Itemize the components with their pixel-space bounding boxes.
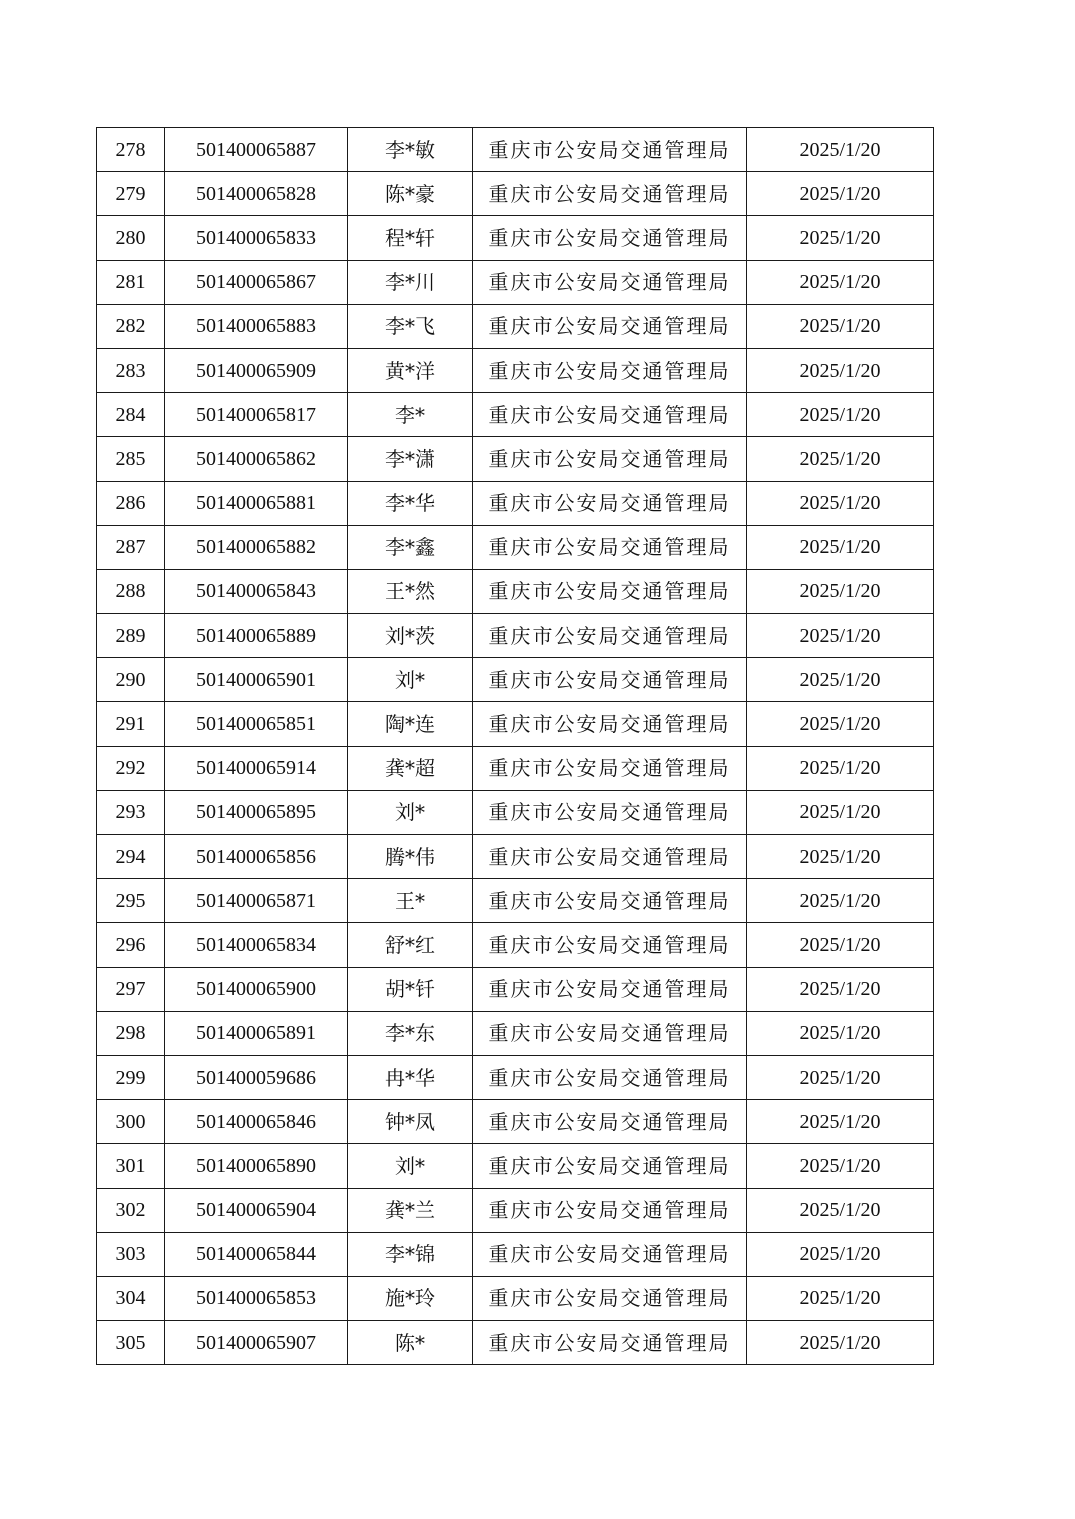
issue-date-cell: 2025/1/20 <box>747 260 934 304</box>
table-row <box>97 835 934 879</box>
row-number-cell: 279 <box>97 172 165 216</box>
row-number-cell: 289 <box>97 614 165 658</box>
issuing-authority-cell: 重庆市公安局交通管理局 <box>473 348 747 392</box>
certificate-number-cell: 501400065887 <box>165 128 348 172</box>
issuing-authority-cell: 重庆市公安局交通管理局 <box>473 967 747 1011</box>
table-row <box>97 1011 934 1055</box>
row-number-cell: 286 <box>97 481 165 525</box>
issue-date-cell: 2025/1/20 <box>747 1188 934 1232</box>
issuing-authority-cell: 重庆市公安局交通管理局 <box>473 525 747 569</box>
issue-date-cell: 2025/1/20 <box>747 128 934 172</box>
certificate-number-cell: 501400065834 <box>165 923 348 967</box>
person-name-cell: 龚*兰 <box>348 1188 473 1232</box>
issue-date-cell: 2025/1/20 <box>747 172 934 216</box>
certificate-number-cell: 501400065833 <box>165 216 348 260</box>
certificate-number-cell: 501400065862 <box>165 437 348 481</box>
person-name-cell: 冉*华 <box>348 1055 473 1099</box>
issue-date-cell: 2025/1/20 <box>747 393 934 437</box>
issue-date-cell: 2025/1/20 <box>747 835 934 879</box>
person-name-cell: 李*鑫 <box>348 525 473 569</box>
issuing-authority-cell: 重庆市公安局交通管理局 <box>473 923 747 967</box>
certificate-number-cell: 501400065895 <box>165 790 348 834</box>
row-number-cell: 283 <box>97 348 165 392</box>
issue-date-cell: 2025/1/20 <box>747 1144 934 1188</box>
issue-date-cell: 2025/1/20 <box>747 746 934 790</box>
table-row <box>97 260 934 304</box>
person-name-cell: 龚*超 <box>348 746 473 790</box>
table-row <box>97 437 934 481</box>
records-table <box>96 127 934 1365</box>
table-row <box>97 790 934 834</box>
certificate-number-cell: 501400065890 <box>165 1144 348 1188</box>
issue-date-cell: 2025/1/20 <box>747 1100 934 1144</box>
row-number-cell: 304 <box>97 1276 165 1320</box>
issue-date-cell: 2025/1/20 <box>747 304 934 348</box>
row-number-cell: 303 <box>97 1232 165 1276</box>
issue-date-cell: 2025/1/20 <box>747 1276 934 1320</box>
issuing-authority-cell: 重庆市公安局交通管理局 <box>473 1321 747 1365</box>
person-name-cell: 李*敏 <box>348 128 473 172</box>
certificate-number-cell: 501400065900 <box>165 967 348 1011</box>
records-table-body <box>97 128 934 1365</box>
table-row <box>97 1188 934 1232</box>
row-number-cell: 278 <box>97 128 165 172</box>
certificate-number-cell: 501400065828 <box>165 172 348 216</box>
issue-date-cell: 2025/1/20 <box>747 1055 934 1099</box>
issuing-authority-cell: 重庆市公安局交通管理局 <box>473 1276 747 1320</box>
row-number-cell: 295 <box>97 879 165 923</box>
issue-date-cell: 2025/1/20 <box>747 1011 934 1055</box>
certificate-number-cell: 501400065882 <box>165 525 348 569</box>
certificate-number-cell: 501400065904 <box>165 1188 348 1232</box>
certificate-number-cell: 501400065844 <box>165 1232 348 1276</box>
row-number-cell: 280 <box>97 216 165 260</box>
certificate-number-cell: 501400065846 <box>165 1100 348 1144</box>
row-number-cell: 292 <box>97 746 165 790</box>
issue-date-cell: 2025/1/20 <box>747 967 934 1011</box>
certificate-number-cell: 501400065883 <box>165 304 348 348</box>
row-number-cell: 297 <box>97 967 165 1011</box>
issue-date-cell: 2025/1/20 <box>747 923 934 967</box>
person-name-cell: 李*锦 <box>348 1232 473 1276</box>
row-number-cell: 305 <box>97 1321 165 1365</box>
issuing-authority-cell: 重庆市公安局交通管理局 <box>473 746 747 790</box>
issue-date-cell: 2025/1/20 <box>747 658 934 702</box>
issuing-authority-cell: 重庆市公安局交通管理局 <box>473 1232 747 1276</box>
table-row <box>97 128 934 172</box>
person-name-cell: 刘* <box>348 1144 473 1188</box>
certificate-number-cell: 501400065843 <box>165 569 348 613</box>
row-number-cell: 288 <box>97 569 165 613</box>
certificate-number-cell: 501400065867 <box>165 260 348 304</box>
person-name-cell: 舒*红 <box>348 923 473 967</box>
row-number-cell: 293 <box>97 790 165 834</box>
issuing-authority-cell: 重庆市公安局交通管理局 <box>473 1100 747 1144</box>
person-name-cell: 施*玲 <box>348 1276 473 1320</box>
issuing-authority-cell: 重庆市公安局交通管理局 <box>473 658 747 702</box>
certificate-number-cell: 501400065889 <box>165 614 348 658</box>
certificate-number-cell: 501400065851 <box>165 702 348 746</box>
person-name-cell: 李*川 <box>348 260 473 304</box>
certificate-number-cell: 501400065853 <box>165 1276 348 1320</box>
issue-date-cell: 2025/1/20 <box>747 216 934 260</box>
issuing-authority-cell: 重庆市公安局交通管理局 <box>473 1144 747 1188</box>
issuing-authority-cell: 重庆市公安局交通管理局 <box>473 702 747 746</box>
issue-date-cell: 2025/1/20 <box>747 525 934 569</box>
certificate-number-cell: 501400065901 <box>165 658 348 702</box>
row-number-cell: 281 <box>97 260 165 304</box>
table-row <box>97 393 934 437</box>
table-row <box>97 879 934 923</box>
table-row <box>97 1100 934 1144</box>
person-name-cell: 李* <box>348 393 473 437</box>
table-row <box>97 658 934 702</box>
row-number-cell: 299 <box>97 1055 165 1099</box>
row-number-cell: 291 <box>97 702 165 746</box>
issue-date-cell: 2025/1/20 <box>747 1321 934 1365</box>
certificate-number-cell: 501400065909 <box>165 348 348 392</box>
table-row <box>97 1055 934 1099</box>
table-row <box>97 348 934 392</box>
issuing-authority-cell: 重庆市公安局交通管理局 <box>473 304 747 348</box>
issuing-authority-cell: 重庆市公安局交通管理局 <box>473 393 747 437</box>
issuing-authority-cell: 重庆市公安局交通管理局 <box>473 437 747 481</box>
issuing-authority-cell: 重庆市公安局交通管理局 <box>473 1011 747 1055</box>
table-row <box>97 525 934 569</box>
table-row <box>97 746 934 790</box>
person-name-cell: 刘* <box>348 790 473 834</box>
issuing-authority-cell: 重庆市公安局交通管理局 <box>473 614 747 658</box>
issue-date-cell: 2025/1/20 <box>747 702 934 746</box>
person-name-cell: 程*轩 <box>348 216 473 260</box>
certificate-number-cell: 501400065891 <box>165 1011 348 1055</box>
person-name-cell: 刘* <box>348 658 473 702</box>
issuing-authority-cell: 重庆市公安局交通管理局 <box>473 481 747 525</box>
issuing-authority-cell: 重庆市公安局交通管理局 <box>473 216 747 260</box>
person-name-cell: 李*飞 <box>348 304 473 348</box>
row-number-cell: 301 <box>97 1144 165 1188</box>
person-name-cell: 李*东 <box>348 1011 473 1055</box>
person-name-cell: 刘*茨 <box>348 614 473 658</box>
person-name-cell: 陈*豪 <box>348 172 473 216</box>
row-number-cell: 284 <box>97 393 165 437</box>
issue-date-cell: 2025/1/20 <box>747 481 934 525</box>
row-number-cell: 294 <box>97 835 165 879</box>
table-row <box>97 216 934 260</box>
table-row <box>97 923 934 967</box>
issuing-authority-cell: 重庆市公安局交通管理局 <box>473 260 747 304</box>
table-row <box>97 1144 934 1188</box>
person-name-cell: 王*然 <box>348 569 473 613</box>
table-row <box>97 304 934 348</box>
table-row <box>97 1321 934 1365</box>
person-name-cell: 陶*连 <box>348 702 473 746</box>
row-number-cell: 296 <box>97 923 165 967</box>
certificate-number-cell: 501400065817 <box>165 393 348 437</box>
issuing-authority-cell: 重庆市公安局交通管理局 <box>473 172 747 216</box>
row-number-cell: 282 <box>97 304 165 348</box>
person-name-cell: 李*潇 <box>348 437 473 481</box>
table-row <box>97 614 934 658</box>
row-number-cell: 300 <box>97 1100 165 1144</box>
certificate-number-cell: 501400065907 <box>165 1321 348 1365</box>
row-number-cell: 287 <box>97 525 165 569</box>
certificate-number-cell: 501400065881 <box>165 481 348 525</box>
row-number-cell: 290 <box>97 658 165 702</box>
table-row <box>97 569 934 613</box>
certificate-number-cell: 501400065871 <box>165 879 348 923</box>
table-row <box>97 1276 934 1320</box>
person-name-cell: 陈* <box>348 1321 473 1365</box>
certificate-number-cell: 501400059686 <box>165 1055 348 1099</box>
table-row <box>97 481 934 525</box>
issue-date-cell: 2025/1/20 <box>747 879 934 923</box>
person-name-cell: 王* <box>348 879 473 923</box>
issue-date-cell: 2025/1/20 <box>747 437 934 481</box>
person-name-cell: 黄*洋 <box>348 348 473 392</box>
issue-date-cell: 2025/1/20 <box>747 569 934 613</box>
issuing-authority-cell: 重庆市公安局交通管理局 <box>473 569 747 613</box>
issue-date-cell: 2025/1/20 <box>747 790 934 834</box>
row-number-cell: 298 <box>97 1011 165 1055</box>
certificate-number-cell: 501400065856 <box>165 835 348 879</box>
person-name-cell: 胡*钎 <box>348 967 473 1011</box>
table-row <box>97 702 934 746</box>
table-row <box>97 172 934 216</box>
issuing-authority-cell: 重庆市公安局交通管理局 <box>473 1188 747 1232</box>
issuing-authority-cell: 重庆市公安局交通管理局 <box>473 1055 747 1099</box>
table-row <box>97 967 934 1011</box>
issuing-authority-cell: 重庆市公安局交通管理局 <box>473 879 747 923</box>
issuing-authority-cell: 重庆市公安局交通管理局 <box>473 128 747 172</box>
row-number-cell: 285 <box>97 437 165 481</box>
issue-date-cell: 2025/1/20 <box>747 348 934 392</box>
certificate-number-cell: 501400065914 <box>165 746 348 790</box>
row-number-cell: 302 <box>97 1188 165 1232</box>
person-name-cell: 钟*凤 <box>348 1100 473 1144</box>
person-name-cell: 李*华 <box>348 481 473 525</box>
issuing-authority-cell: 重庆市公安局交通管理局 <box>473 835 747 879</box>
issuing-authority-cell: 重庆市公安局交通管理局 <box>473 790 747 834</box>
issue-date-cell: 2025/1/20 <box>747 614 934 658</box>
issue-date-cell: 2025/1/20 <box>747 1232 934 1276</box>
table-row <box>97 1232 934 1276</box>
person-name-cell: 腾*伟 <box>348 835 473 879</box>
